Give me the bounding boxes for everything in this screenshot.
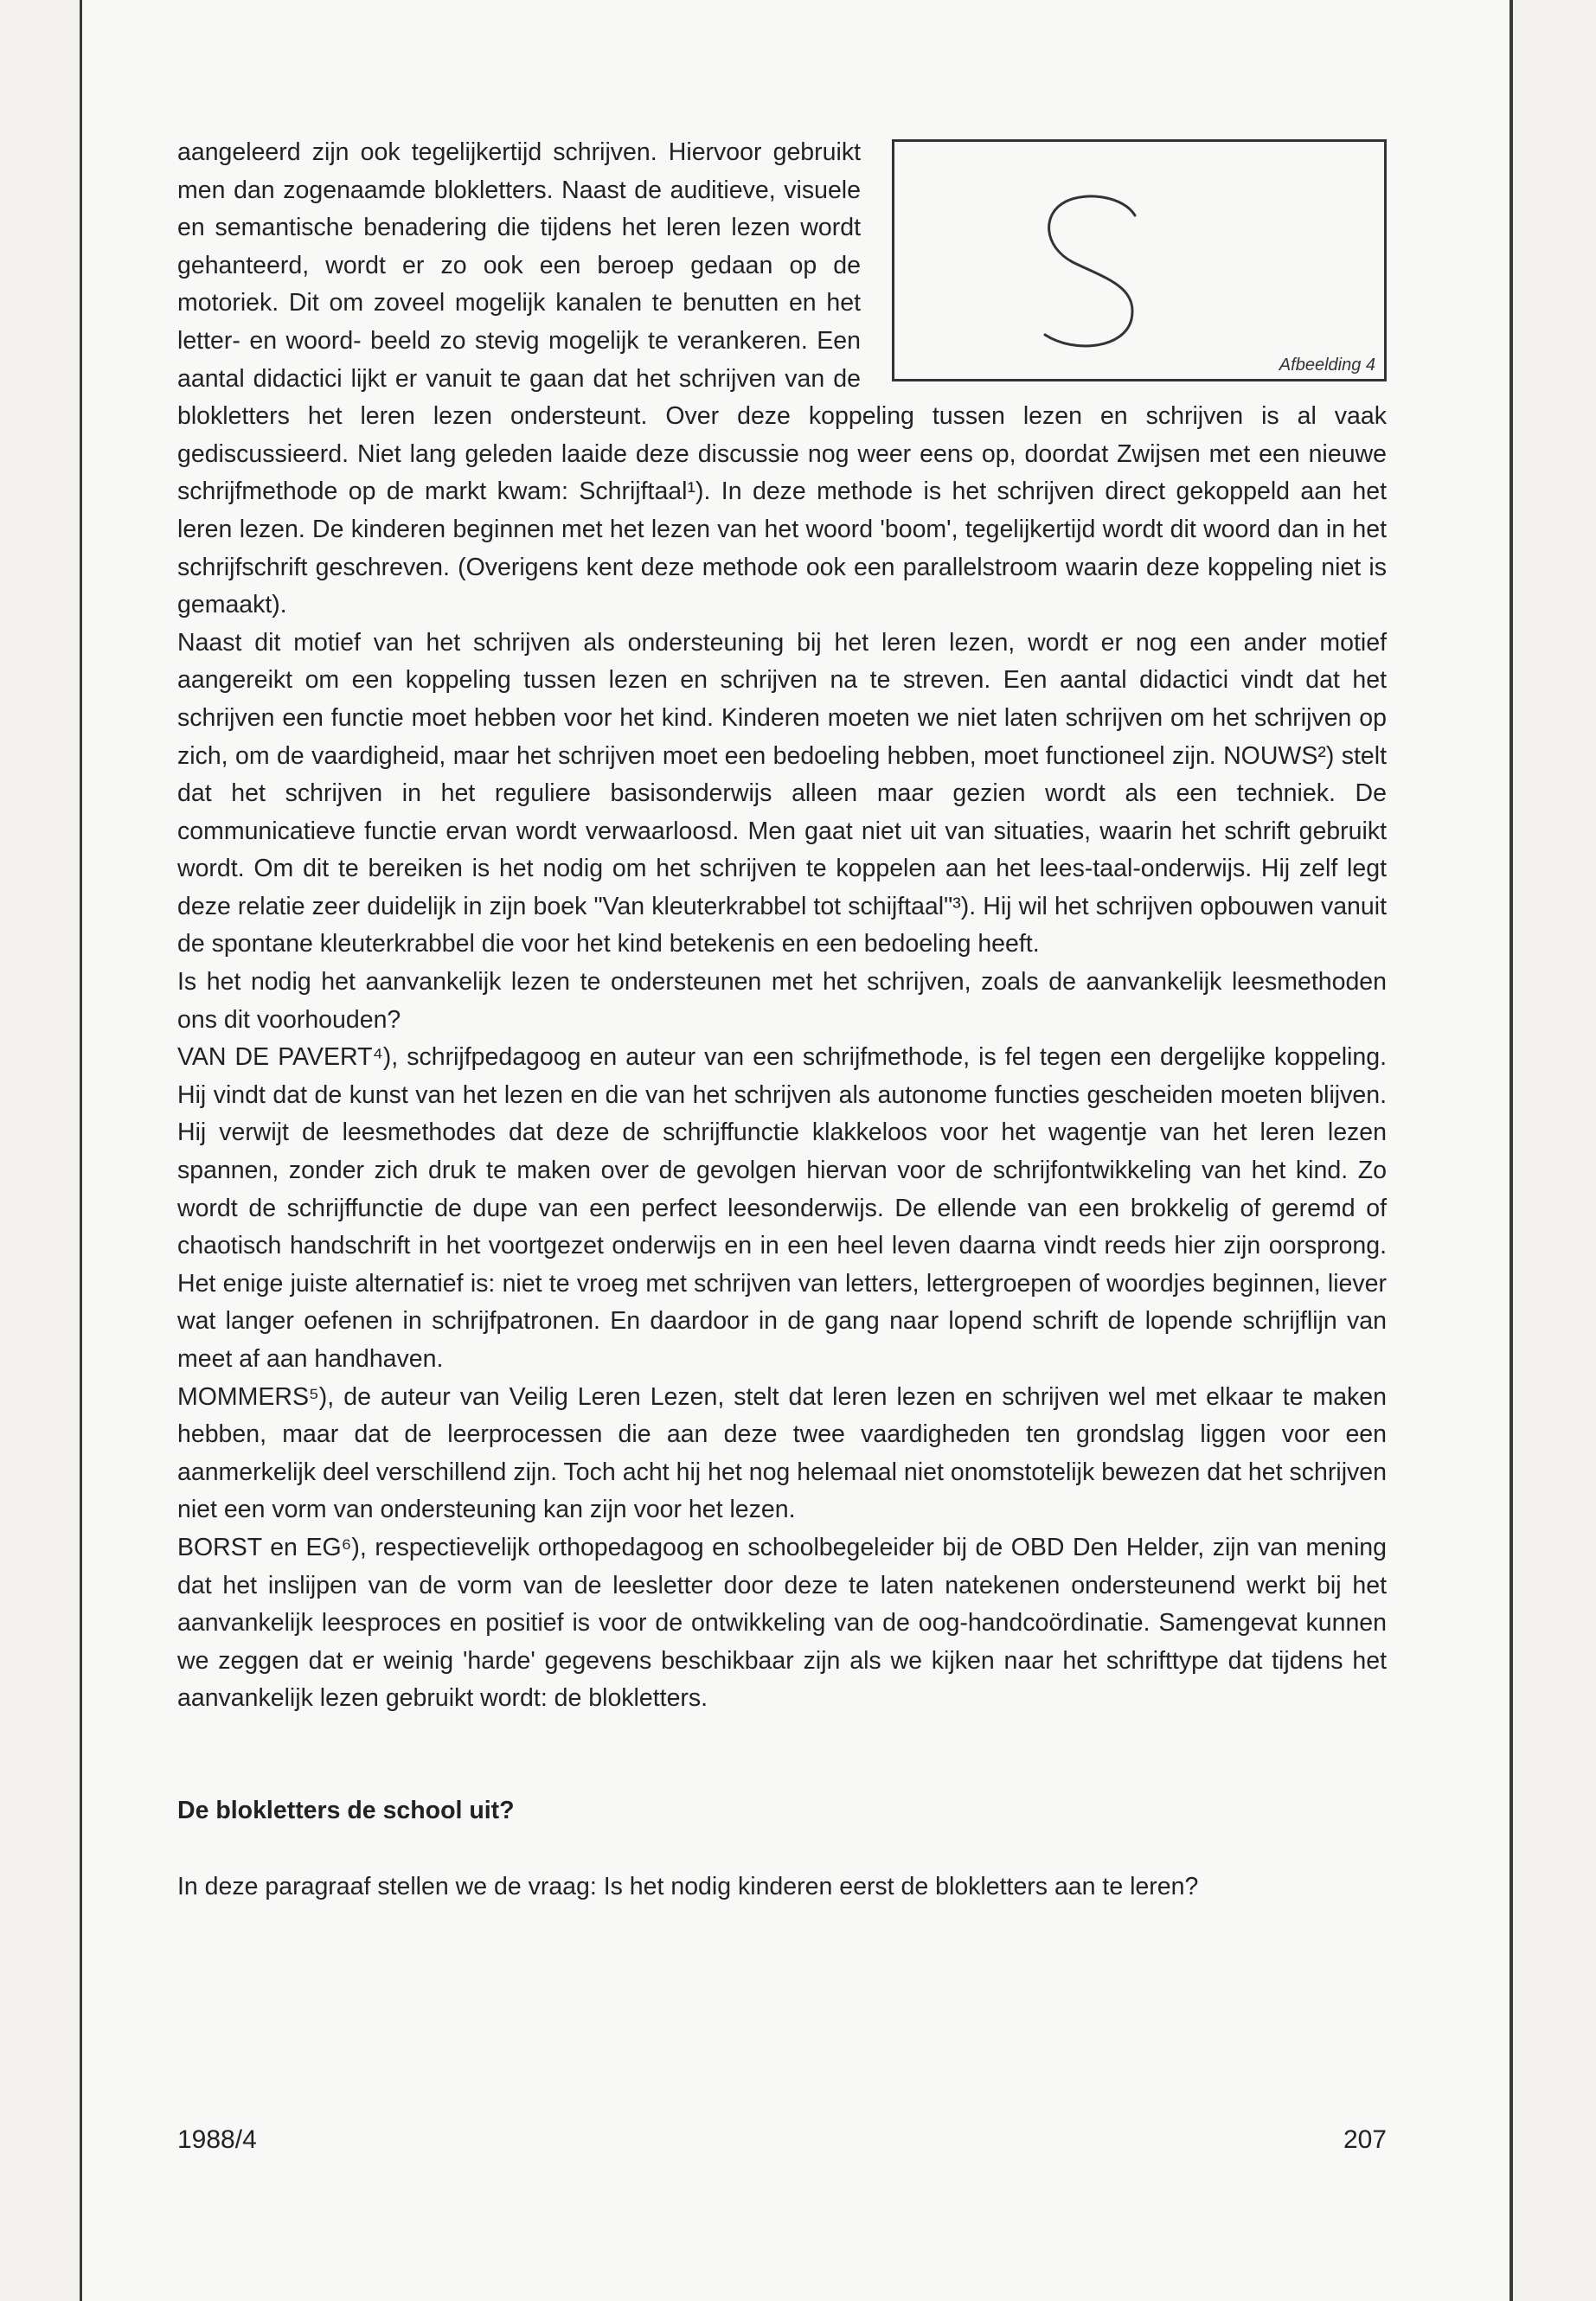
page-number: 207 [1343,2125,1387,2154]
article-body [177,134,1387,1906]
section-intro: In deze paragraaf stellen we de vraag: Is het nodig kinderen eerst de blokletters aan te leren? [177,1872,1199,1900]
scan-edge-right [1509,0,1513,2301]
paragraph: Naast dit motief van het schrijven als ondersteuning bij het leren lezen, wordt er nog een ander motief aangereikt om een koppeling tussen lezen en schrijven na te streven. Een aantal didactici vindt dat het schrijven een functie moet hebben voor het kind. Kinderen moeten we niet laten schrijven om het schrijven op zich, om de vaardigheid, maar het schrijven moet een bedoeling hebben, moet functioneel zijn. NOUWS²) stelt dat het schrijven in het reguliere basisonderwijs alleen maar gezien wordt als een techniek. De communicatieve functie ervan wordt verwaarloosd. Men gaat niet uit van situaties, waarin het schrift gebruikt wordt. Om dit te bereiken is het nodig om het schrijven te koppelen aan het lees-taal-onderwijs. Hij zelf legt deze relatie zeer duidelijk in zijn boek "Van kleuterkrabbel tot schijftaal"³). Hij wil het schrijven opbouwen vanuit de spontane kleuterkrabbel die voor het kind betekenis en een bedoeling heeft. [177,628,1387,958]
letter-s-illustration [1024,189,1163,354]
issue-number: 1988/4 [177,2125,257,2154]
paragraph: BORST en EG⁶), respectievelijk orthopedagoog en schoolbegeleider bij de OBD Den Helder, zijn van mening dat het inslijpen van de vorm van de leesletter door deze te laten natekenen ondersteunend werkt bij het aanvankelijk leesproces en positief is voor de ontwikkeling van de oog-handcoördinatie. Samengevat kunnen we zeggen dat er weinig 'harde' gegevens beschikbaar zijn als we kijken naar het schrifttype dat tijdens het aanvankelijk lezen gebruikt wordt: de blokletters. [177,1533,1387,1713]
figure-box [892,139,1387,381]
section-heading: De blokletters de school uit? [177,1796,515,1824]
paragraph: VAN DE PAVERT⁴), schrijfpedagoog en auteur van een schrijfmethode, is fel tegen een dergelijke koppeling. Hij vindt dat de kunst van het lezen en die van het schrijven als autonome functies gescheiden moeten blijven. Hij verwijt de leesmethodes dat deze de schrijffunctie klakkeloos voor het wagentje van het leren lezen spannen, zonder zich druk te maken over de gevolgen hiervan voor de schrijfontwikkeling van het kind. Zo wordt de schrijffunctie de dupe van een perfect leesonderwijs. De ellende van een brokkelig of geremd of chaotisch handschrift in het voortgezet onderwijs en in een heel leven daarna vindt reeds hier zijn oorsprong. Het enige juiste alternatief is: niet te vroeg met schrijven van letters, lettergroepen of woordjes beginnen, liever wat langer oefenen in schrijfpatronen. En daardoor in de gang naar lopend schrift de lopende schrijflijn van meet af aan handhaven. [177,1043,1387,1373]
paragraph: MOMMERS⁵), de auteur van Veilig Leren Lezen, stelt dat leren lezen en schrijven wel met elkaar te maken hebben, maar dat de leerprocessen die aan deze twee vaardigheden ten grondslag liggen voor een aanmerkelijk deel verschillend zijn. Toch acht hij het nog helemaal niet onomstotelijk bewezen dat het schrijven niet een vorm van ondersteuning kan zijn voor het lezen. [177,1382,1387,1524]
paragraph: Is het nodig het aanvankelijk lezen te ondersteunen met het schrijven, zoals de aanvankelijk leesmethoden ons dit voorhouden? [177,968,1387,1034]
paragraph: aangeleerd zijn ook tegelijkertijd schrijven. Hiervoor gebruikt men dan zogenaamde blokletters. Naast de auditieve, visuele en semantische benadering die tijdens het leren lezen wordt gehanteerd, wordt er zo ook een beroep gedaan op de motoriek. Dit om zoveel mogelijk kanalen te benutten en het letter- en woord- beeld zo stevig mogelijk te verankeren. Een aantal didactici lijkt er vanuit te gaan dat het schrijven van de blokletters het leren lezen ondersteunt. Over deze koppeling tussen lezen en schrijven is al vaak gediscussieerd. Niet lang geleden laaide deze discussie nog weer eens op, doordat Zwijsen met een nieuwe schrijfmethode op de markt kwam: Schrijftaal¹). In deze methode is het schrijven direct gekoppeld aan het leren lezen. De kinderen beginnen met het lezen van het woord 'boom', tegelijkertijd wordt dit woord dan in het schrijfschrift geschreven. (Overigens kent deze methode ook een parallelstroom waarin deze koppeling niet is gemaakt). [177,138,1387,619]
figure-caption: Afbeelding 4 [1279,356,1375,375]
